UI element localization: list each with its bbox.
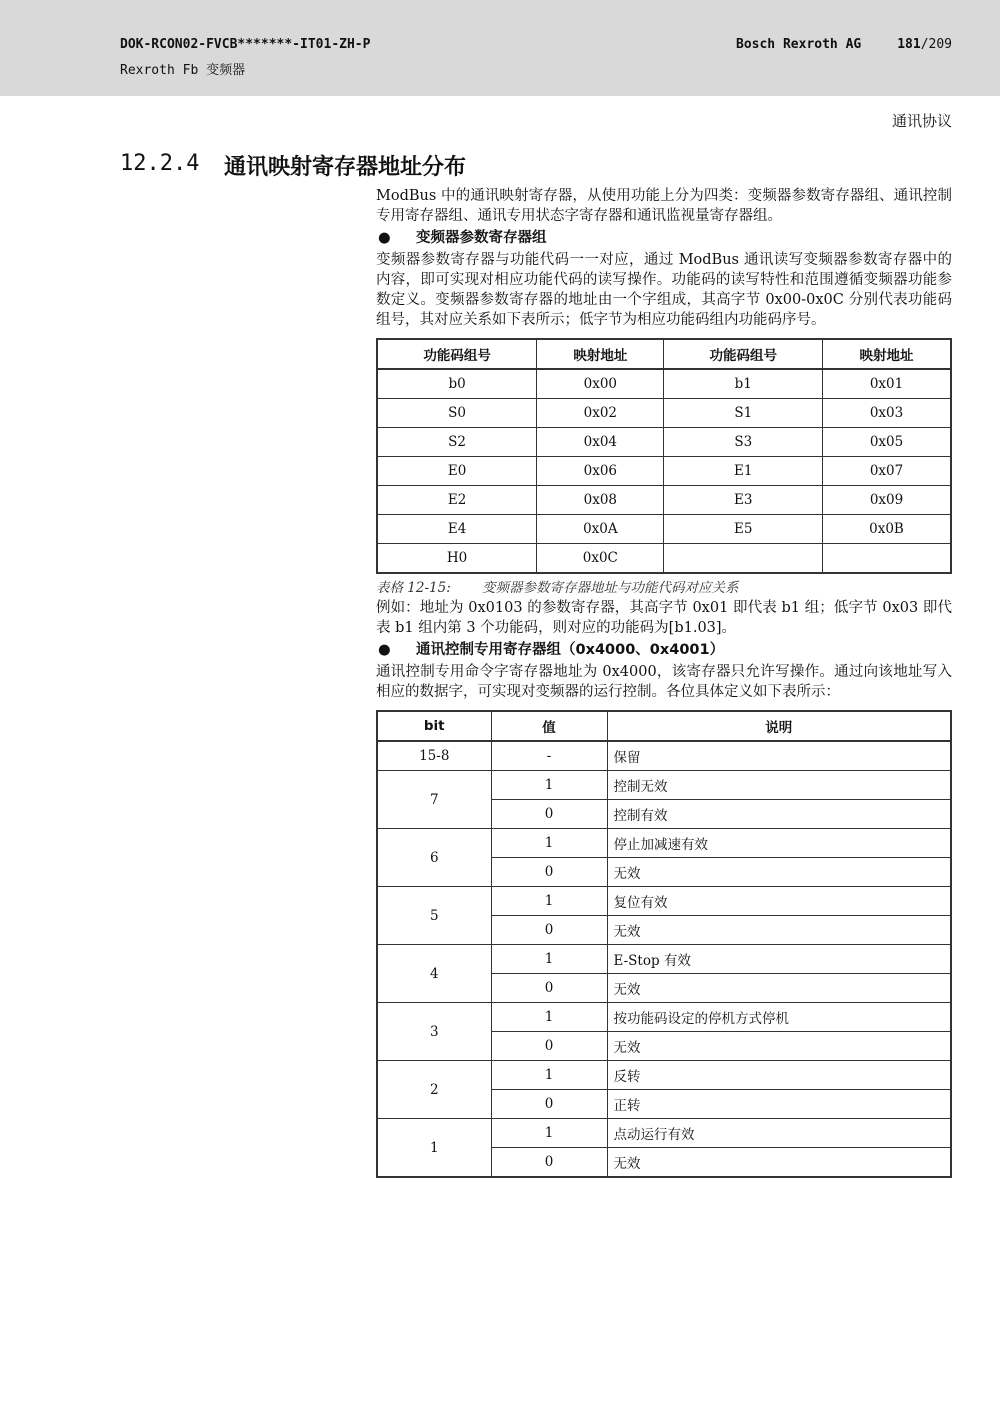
table-cell: 0x02 bbox=[537, 399, 664, 428]
table-cell: E3 bbox=[664, 486, 823, 515]
table-header-row bbox=[377, 339, 951, 369]
description-cell: 无效 bbox=[607, 1032, 951, 1061]
bullet-title: 通讯控制专用寄存器组（0x4000、0x4001） bbox=[416, 642, 725, 658]
table-row bbox=[377, 486, 951, 515]
table-cell: S0 bbox=[377, 399, 537, 428]
bit-cell: 5 bbox=[377, 887, 491, 945]
section-number: 12.2.4 bbox=[120, 151, 200, 176]
column-header: 映射地址 bbox=[823, 339, 951, 369]
table-row bbox=[377, 829, 951, 858]
table-row bbox=[377, 399, 951, 428]
caption-text: 变频器参数寄存器地址与功能代码对应关系 bbox=[482, 580, 739, 596]
table-row bbox=[377, 741, 951, 771]
caption-number: 表格 12-15: bbox=[376, 580, 451, 596]
column-header: 说明 bbox=[607, 711, 951, 741]
column-header: bit bbox=[377, 711, 491, 741]
page-header bbox=[0, 0, 1000, 96]
bit-cell: 1 bbox=[377, 1119, 491, 1178]
function-code-address-table bbox=[376, 338, 952, 574]
bit-cell: 6 bbox=[377, 829, 491, 887]
description-cell: 停止加减速有效 bbox=[607, 829, 951, 858]
value-cell: 0 bbox=[491, 1148, 607, 1178]
table-cell: 0x07 bbox=[823, 457, 951, 486]
bit-cell: 7 bbox=[377, 771, 491, 829]
table-row bbox=[377, 428, 951, 457]
document-id: DOK-RCON02-FVCB*******-IT01-ZH-P bbox=[120, 37, 371, 52]
table-cell bbox=[823, 544, 951, 574]
table-cell: 0x08 bbox=[537, 486, 664, 515]
description-cell: 反转 bbox=[607, 1061, 951, 1090]
table-cell: 0x00 bbox=[537, 369, 664, 399]
table-cell: E4 bbox=[377, 515, 537, 544]
table-cell: b1 bbox=[664, 369, 823, 399]
table-cell: 0x03 bbox=[823, 399, 951, 428]
table-cell: 0x0A bbox=[537, 515, 664, 544]
table-row bbox=[377, 1119, 951, 1148]
table-cell: 0x04 bbox=[537, 428, 664, 457]
description-cell: 正转 bbox=[607, 1090, 951, 1119]
product-name: Rexroth Fb 变频器 bbox=[120, 63, 246, 78]
table-caption bbox=[376, 578, 952, 598]
bit-cell: 2 bbox=[377, 1061, 491, 1119]
table-cell: E5 bbox=[664, 515, 823, 544]
description-cell: 无效 bbox=[607, 974, 951, 1003]
table-cell: 0x05 bbox=[823, 428, 951, 457]
value-cell: 1 bbox=[491, 829, 607, 858]
bit-cell: 4 bbox=[377, 945, 491, 1003]
description-cell: 控制有效 bbox=[607, 800, 951, 829]
table-row bbox=[377, 771, 951, 800]
value-cell: 0 bbox=[491, 1090, 607, 1119]
table-row bbox=[377, 887, 951, 916]
parameter-registers-paragraph: 变频器参数寄存器与功能代码一一对应，通过 ModBus 通讯读写变频器参数寄存器中的内容，即可实现对相应功能代码的读写操作。功能码的读写特性和范围遵循变频器功能参数定义。变频器参数寄存器的地址由一个字组成，其高字节 0x00-0x0C 分别代表功能码组号，其对应关系如下表所示；低字节为相应功能码组内功能码序号。 bbox=[376, 252, 952, 328]
main-content bbox=[376, 186, 952, 1178]
table-cell: E0 bbox=[377, 457, 537, 486]
table-row bbox=[377, 369, 951, 399]
value-cell: 0 bbox=[491, 858, 607, 887]
value-cell: 1 bbox=[491, 1061, 607, 1090]
page-number bbox=[897, 37, 952, 52]
value-cell: 1 bbox=[491, 1003, 607, 1032]
description-cell: 点动运行有效 bbox=[607, 1119, 951, 1148]
table-cell: E1 bbox=[664, 457, 823, 486]
bullet-heading-parameter-registers bbox=[376, 228, 952, 248]
table-cell: S2 bbox=[377, 428, 537, 457]
table-cell bbox=[664, 544, 823, 574]
table-cell: H0 bbox=[377, 544, 537, 574]
table-row bbox=[377, 1061, 951, 1090]
bit-cell: 15-8 bbox=[377, 741, 491, 771]
bit-cell: 3 bbox=[377, 1003, 491, 1061]
table-cell: 0x01 bbox=[823, 369, 951, 399]
description-cell: 控制无效 bbox=[607, 771, 951, 800]
column-header: 功能码组号 bbox=[377, 339, 537, 369]
value-cell: 1 bbox=[491, 771, 607, 800]
value-cell: 1 bbox=[491, 887, 607, 916]
value-cell: 0 bbox=[491, 1032, 607, 1061]
table-cell: S1 bbox=[664, 399, 823, 428]
description-cell: 无效 bbox=[607, 858, 951, 887]
bullet-heading-control-registers bbox=[376, 640, 952, 660]
value-cell: 0 bbox=[491, 974, 607, 1003]
example-paragraph: 例如：地址为 0x0103 的参数寄存器，其高字节 0x01 即代表 b1 组；低字节 0x03 即代表 b1 组内第 3 个功能码，则对应的功能码为[b1.03]。 bbox=[376, 600, 952, 636]
description-cell: 无效 bbox=[607, 1148, 951, 1178]
table-cell: b0 bbox=[377, 369, 537, 399]
table-row bbox=[377, 544, 951, 574]
table-cell: 0x09 bbox=[823, 486, 951, 515]
column-header: 映射地址 bbox=[537, 339, 664, 369]
bullet-title: 变频器参数寄存器组 bbox=[416, 230, 547, 246]
page-total: 209 bbox=[928, 37, 952, 52]
table-cell: E2 bbox=[377, 486, 537, 515]
description-cell: 复位有效 bbox=[607, 887, 951, 916]
column-header: 值 bbox=[491, 711, 607, 741]
page-separator: / bbox=[920, 37, 929, 52]
control-registers-paragraph: 通讯控制专用命令字寄存器地址为 0x4000，该寄存器只允许写操作。通过向该地址写入相应的数据字，可实现对变频器的运行控制。各位具体定义如下表所示： bbox=[376, 664, 952, 700]
value-cell: 0 bbox=[491, 800, 607, 829]
page-current: 181 bbox=[897, 37, 921, 52]
description-cell: E-Stop 有效 bbox=[607, 945, 951, 974]
section-title: 通讯映射寄存器地址分布 bbox=[224, 155, 467, 180]
description-cell: 无效 bbox=[607, 916, 951, 945]
description-cell: 保留 bbox=[607, 741, 951, 771]
value-cell: 1 bbox=[491, 945, 607, 974]
description-cell: 按功能码设定的停机方式停机 bbox=[607, 1003, 951, 1032]
table-row bbox=[377, 457, 951, 486]
value-cell: - bbox=[491, 741, 607, 771]
table-header-row bbox=[377, 711, 951, 741]
chapter-label: 通讯协议 bbox=[891, 112, 952, 130]
value-cell: 0 bbox=[491, 916, 607, 945]
column-header: 功能码组号 bbox=[664, 339, 823, 369]
table-cell: 0x0B bbox=[823, 515, 951, 544]
table-row bbox=[377, 945, 951, 974]
table-row bbox=[377, 515, 951, 544]
control-word-bit-table bbox=[376, 710, 952, 1178]
value-cell: 1 bbox=[491, 1119, 607, 1148]
bullet-icon: ● bbox=[378, 230, 391, 246]
intro-paragraph: ModBus 中的通讯映射寄存器，从使用功能上分为四类：变频器参数寄存器组、通讯控制专用寄存器组、通讯专用状态字寄存器和通讯监视量寄存器组。 bbox=[376, 188, 952, 224]
table-cell: S3 bbox=[664, 428, 823, 457]
bullet-icon: ● bbox=[378, 642, 391, 658]
table-row bbox=[377, 1003, 951, 1032]
company-name: Bosch Rexroth AG bbox=[736, 37, 862, 52]
table-cell: 0x0C bbox=[537, 544, 664, 574]
table-cell: 0x06 bbox=[537, 457, 664, 486]
